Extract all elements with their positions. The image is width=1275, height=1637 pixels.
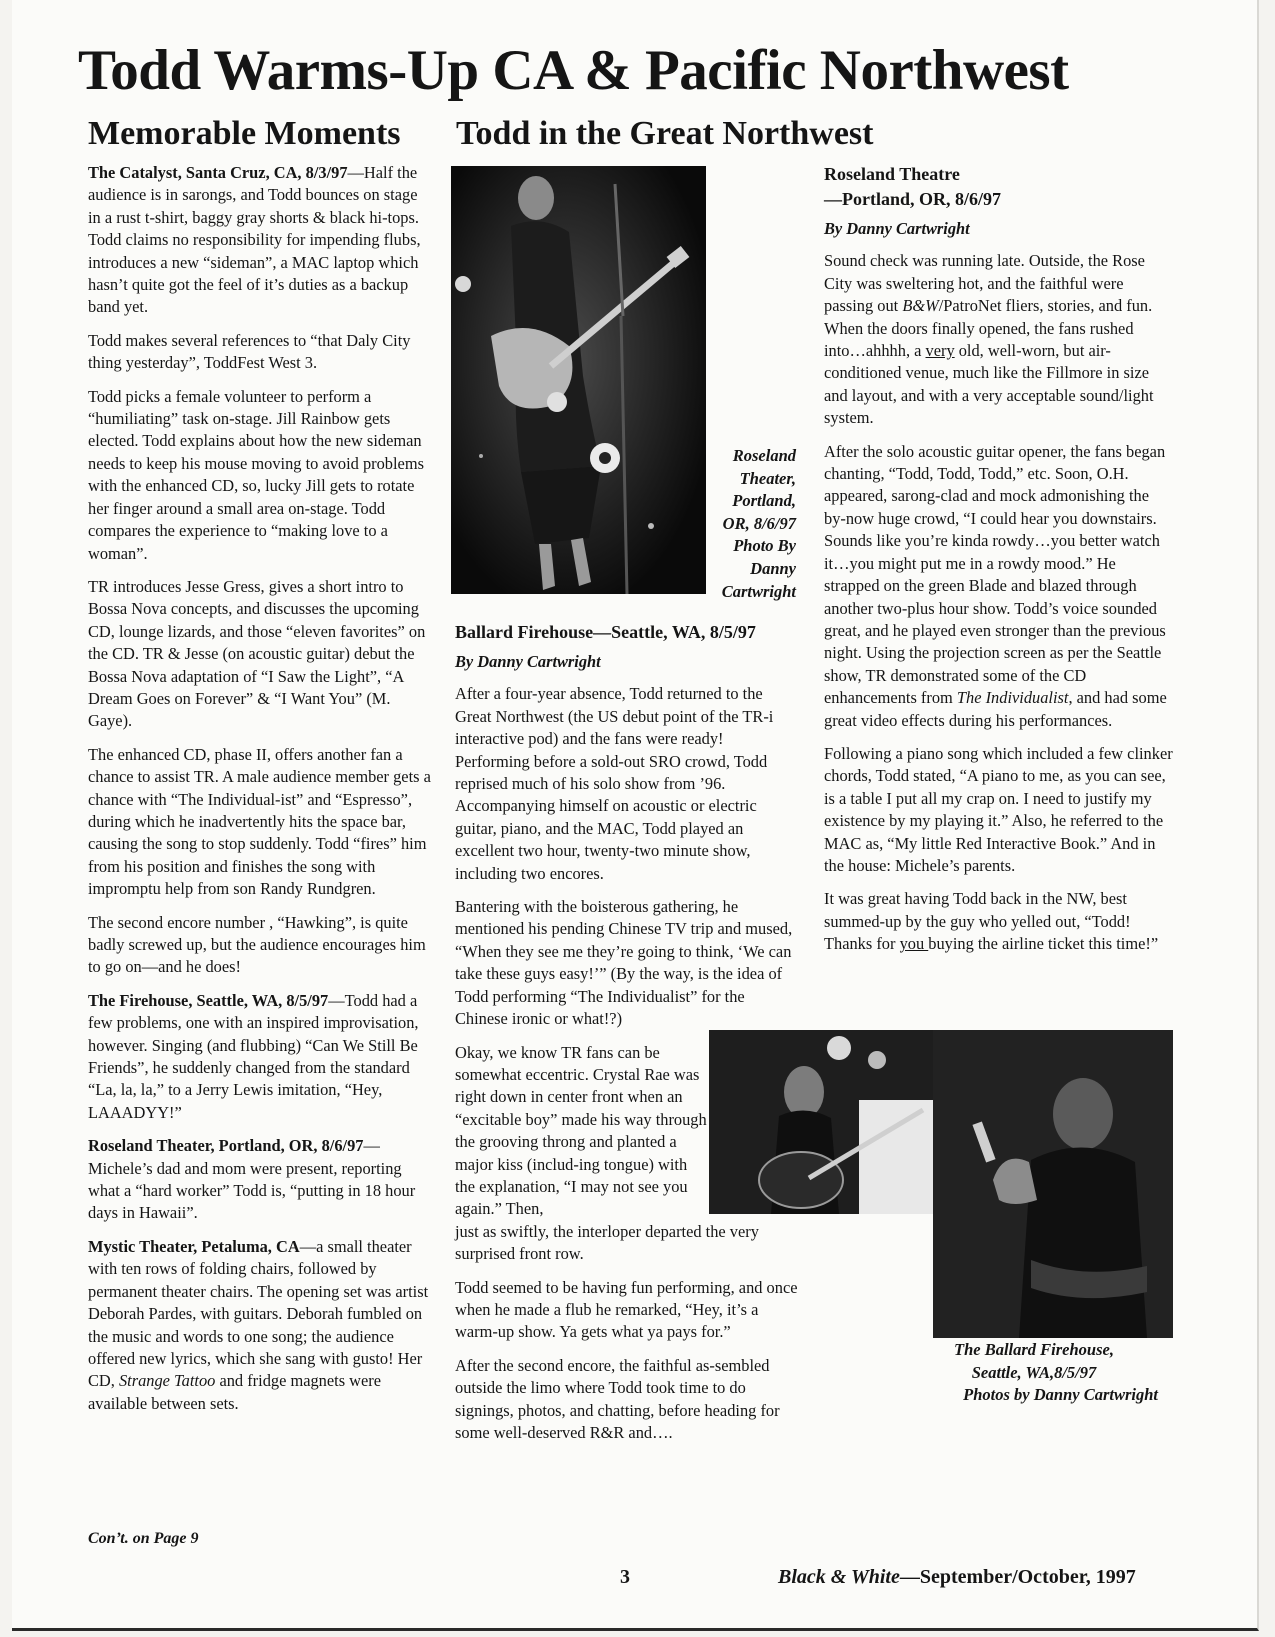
singer-illustration (933, 1030, 1173, 1338)
guitarist-photo-illustration (451, 166, 706, 594)
memory-hawking: The second encore number , “Hawking”, is quite badly screwed up, but the audience encourages him to go on—and he does! (88, 912, 426, 977)
memory-mystic: Mystic Theater, Petaluma, CA—a small theater with ten rows of folding chairs, followed by permanent theater chairs. The opening set was artist Deborah Pardes, with guitars. Deborah fumbled on the music and words to one song; the audience offered new lyrics, which she sang with gusto! Her CD, Strange Tattoo and fridge magnets were available between sets. (88, 1236, 429, 1413)
right-section-heading: Todd in the Great Northwest (456, 115, 874, 152)
article-headline-roseland: Roseland Theatre (824, 164, 960, 184)
article-paragraph: Okay, we know TR fans can be somewhat eccentric. Crystal Rae was right down in center front when an “excitable boy” made his way through the grooving throng and planted a major kiss (includ-ing tongue) with the explanation, “I may not see you again.” Then, just as swiftly, the interloper departed the very surprised front row. (455, 1042, 759, 1264)
photo-caption-roseland: Roseland Theater, Portland, OR, 8/6/97 Photo By Danny Cartwright (721, 446, 796, 601)
memory-daly-city: Todd makes several references to “that Daly City thing yesterday”, ToddFest West 3. (88, 330, 411, 373)
publication-footer: Black & White—September/October, 1997 (778, 1566, 1136, 1588)
memory-catalyst: The Catalyst, Santa Cruz, CA, 8/3/97—Half the audience is in sarongs, and Todd bounces on stage in a rust t-shirt, baggy gray shorts & black hi-tops. Todd claims no responsibility for impending flubs, introduces a new “sideman”, a MAC laptop which hasn’t quite got the feel of it’s duties as a backup band yet. (88, 163, 421, 317)
left-column (88, 162, 434, 1426)
article-paragraph: After the solo acoustic guitar opener, the fans began chanting, “Todd, Todd, Todd,” etc. Soon, O.H. appeared, sarong-clad and mock admonishing the by-now huge crowd, “I could hear you downstairs. Sounds like you’re kinda rowdy…you better watch it…you might put me in a rowdy mood.” He strapped on the green Blade and blazed through another two-plus hour show. Todd’s voice sounded great, and he played even stronger than the previous night. Using the projection screen as per the Seattle show, TR demonstrated some of the CD enhancements from The Individualist, and had some great video effects during his performances. (824, 441, 1167, 730)
byline: By Danny Cartwright (824, 219, 970, 238)
article-paragraph: Following a piano song which included a few clinker chords, Todd stated, “A piano to me, as you can see, is a table I put all my crap on. I need to justify my existence by my playing it.” Also, he referred to the MAC as, “My little Red Interactive Book.” And in the house: Michele’s parents. (824, 743, 1173, 875)
photo-caption-ballard: The Ballard Firehouse, Seattle, WA,8/5/97 (954, 1340, 1114, 1382)
article-paragraph: Bantering with the boisterous gathering, he mentioned his pending Chinese TV trip and mused, “When they see me they’re going to think, ‘We can take these guys easy!’” (By the way, is the idea of Todd performing “The Individualist” for the Chinese ironic or what!?) (455, 897, 793, 1029)
article-headline-ballard: Ballard Firehouse—Seattle, WA, 8/5/97 (455, 622, 756, 642)
memory-enhanced-cd: The enhanced CD, phase II, offers another fan a chance to assist TR. A male audience member gets a chance with “The Individual-ist” and “Espresso”, during which he inadvertently hits the space bar, causing the song to stop suddenly. Todd “fires” him from his position and finishes the song with impromptu help from son Randy Rundgren. (88, 744, 431, 899)
venue-heading: The Firehouse, Seattle, WA, 8/5/97 (88, 990, 329, 1010)
venue-heading: Mystic Theater, Petaluma, CA (88, 1236, 300, 1256)
article-paragraph: Todd seemed to be having fun performing, and once when he made a flub he remarked, “Hey, it’s a warm-up show. Ya gets what ya pays for.” (455, 1277, 798, 1342)
ballard-singer-photo (933, 1030, 1173, 1338)
article-paragraph: It was great having Todd back in the NW, best summed-up by the guy who yelled out, “Todd! Thanks for you buying the airline ticket this time!” (824, 889, 1159, 954)
roseland-concert-photo (451, 166, 706, 594)
acoustic-guitarist-illustration (709, 1030, 933, 1214)
continued-note: Con’t. on Page 9 (88, 1530, 199, 1547)
article-paragraph: After the second encore, the faithful as-sembled outside the limo where Todd took time to do signings, photos, and chatting, before heading for some well-deserved R&R and…. (455, 1355, 780, 1442)
memory-volunteer: Todd picks a female volunteer to perform a “humiliating” task on-stage. Jill Rainbow gets elected. Todd explains about how the new sideman needs to keep his mouse moving to avoid problems with the enhanced CD, so, lucky Jill gets to rotate her finger around a small area on-stage. Todd compares the experience to “making love to a woman”. (88, 386, 424, 563)
photo-credit-ballard: Photos by Danny Cartwright (963, 1385, 1158, 1404)
memory-firehouse: The Firehouse, Seattle, WA, 8/5/97—Todd had a few problems, one with an inspired improvisation, however. Singing (and flubbing) “Can We Still Be Friends”, he suddenly changed from the standard “La, la, la,” to a Jerry Lewis imitation, “Hey, LAAADYY!” (88, 990, 419, 1122)
byline: By Danny Cartwright (455, 652, 601, 671)
ballard-guitar-photo (709, 1030, 933, 1214)
right-column (824, 162, 1174, 967)
memory-bossa-nova: TR introduces Jesse Gress, gives a short intro to Bossa Nova concepts, and discusses the upcoming CD, lounge lizards, and those “eleven favorites” on the CD. TR & Jesse (on acoustic guitar) debut the Bossa Nova adaptation of “I Saw the Light”, “A Dream Goes on Forever” & “I Want You” (M. Gaye). (88, 576, 426, 731)
article-paragraph: After a four-year absence, Todd returned to the Great Northwest (the US debut point of the TR-i interactive pod) and the fans were ready! Performing before a sold-out SRO crowd, Todd reprised much of his solo show from ’96. Accompanying himself on acoustic or electric guitar, piano, and the MAC, Todd played an excellent two hour, twenty-two minute show, including two encores. (455, 684, 774, 883)
memory-roseland: Roseland Theater, Portland, OR, 8/6/97—Michele’s dad and mom were present, reporting what a “hard worker” Todd is, “putting in 18 hour days in Hawaii”. (88, 1136, 416, 1223)
article-headline-roseland-date: —Portland, OR, 8/6/97 (824, 189, 1002, 209)
venue-heading: Roseland Theater, Portland, OR, 8/6/97 (88, 1136, 364, 1156)
page-title: Todd Warms-Up CA & Pacific Northwest (78, 39, 1069, 102)
article-paragraph: Sound check was running late. Outside, the Rose City was sweltering hot, and the faithful were passing out B&W/PatroNet fliers, stories, and fun. When the doors finally opened, the fans rushed into…ahhhh, a very old, well-worn, but air-conditioned venue, much like the Fillmore in size and layout, and with a very acceptable sound/light system. (824, 251, 1154, 428)
venue-heading: The Catalyst, Santa Cruz, CA, 8/3/97 (88, 163, 348, 182)
page-number: 3 (620, 1566, 630, 1588)
left-section-heading: Memorable Moments (88, 115, 401, 152)
